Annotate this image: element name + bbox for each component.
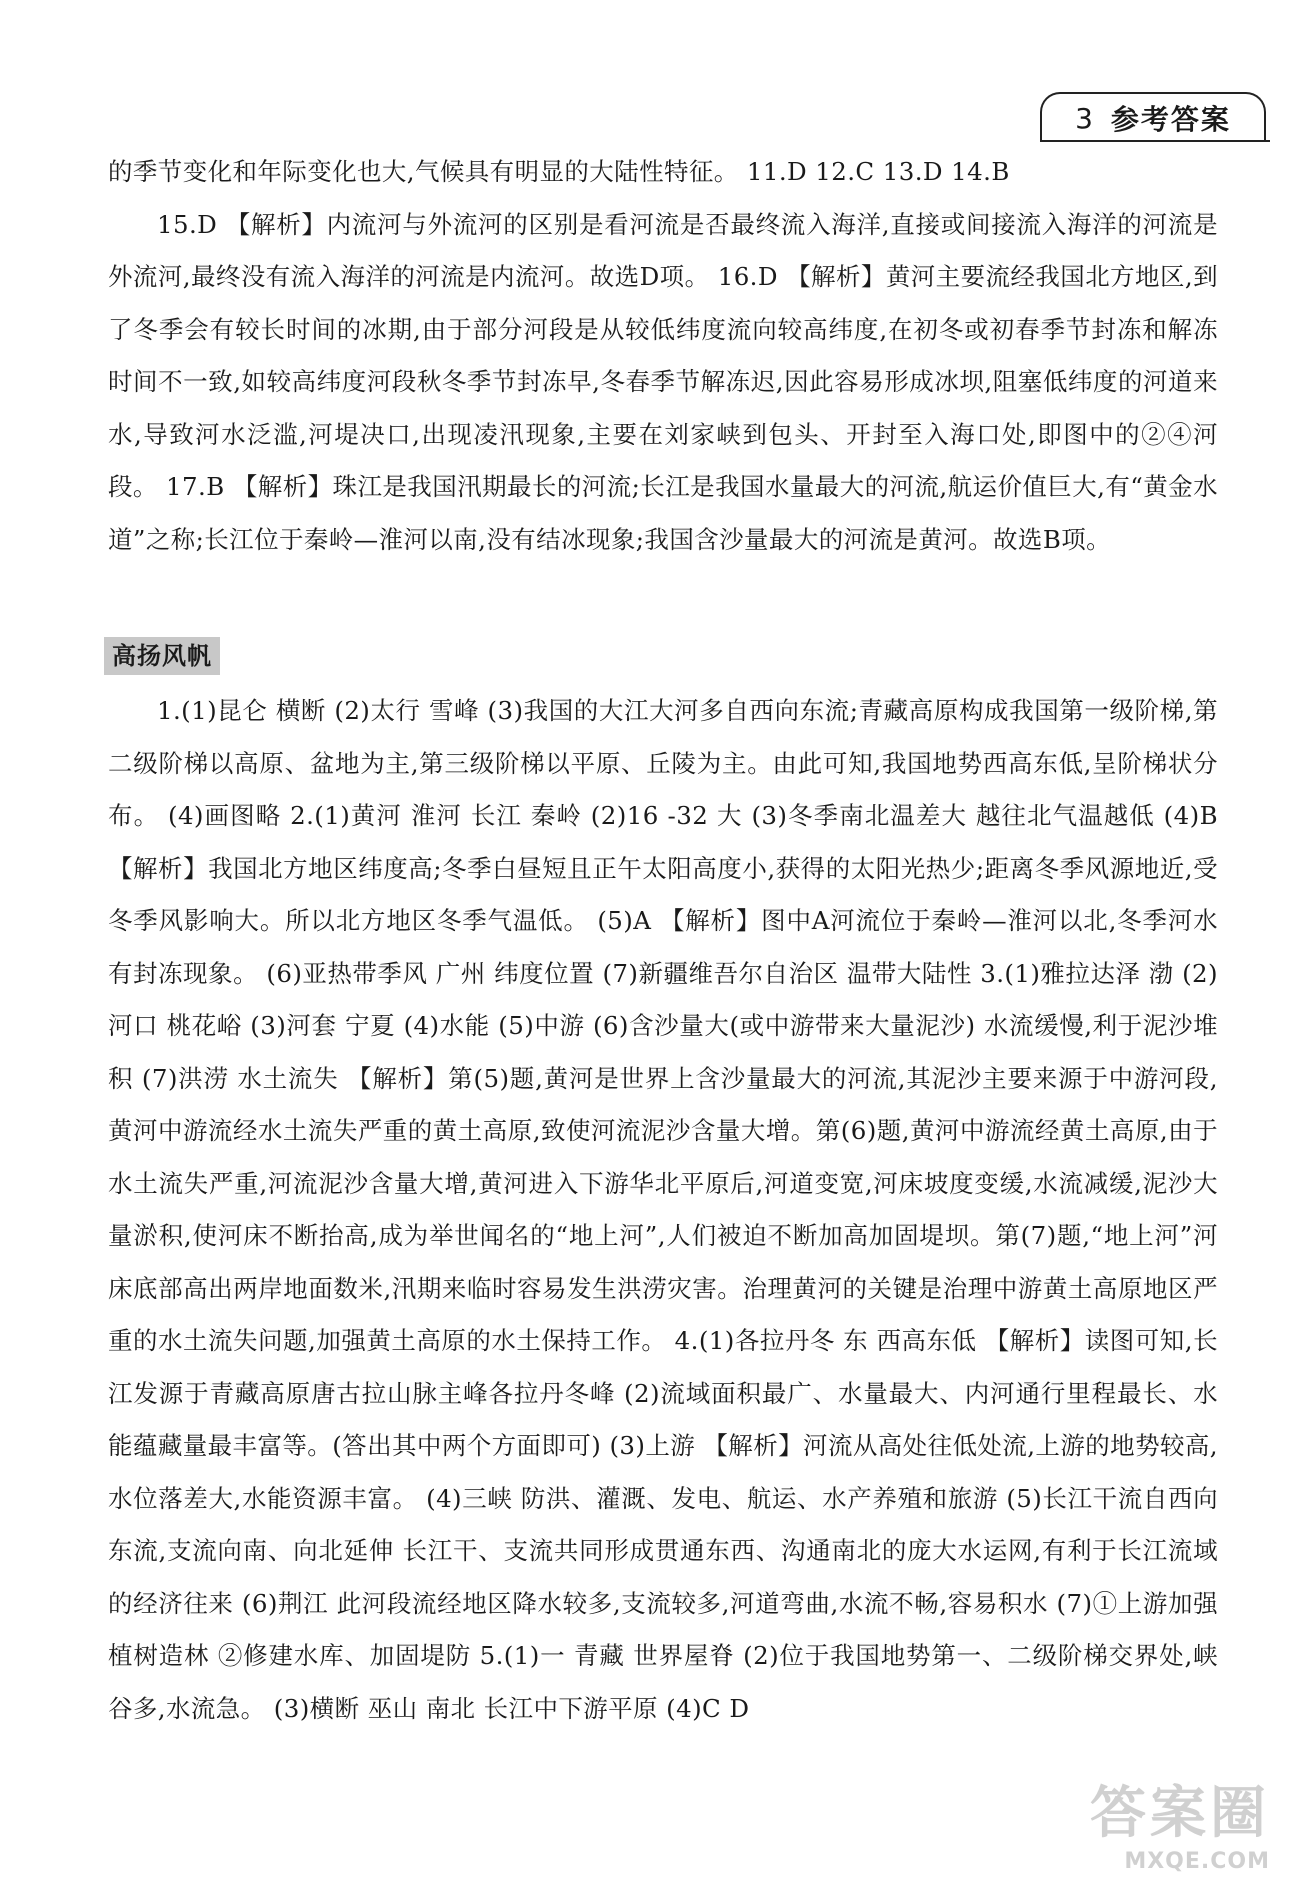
section-answers: 1.(1)昆仑 横断 (2)太行 雪峰 (3)我国的大江大河多自西向东流;青藏高原构成我国第一级阶梯,第二级阶梯以高原、盆地为主,第三级阶梯以平原、丘陵为主。由此可知,我国地势西高东低,呈阶梯状分布。 (4)画图略 2.(1)黄河 淮河 长江 秦岭 (2)16 -32 大 (3)冬季南北温差大 越往北气温越低 (4)B 【解析】我国北方地区纬度高;冬季白昼短且正午太阳高度小,获得的太阳光热少;距离冬季风源地近,受冬季风影响大。所以北方地区冬季气温低。 (5)A 【解析】图中A河流位于秦岭—淮河以北,冬季河水有封冻现象。 (6)亚热带季风 广州 纬度位置 (7)新疆维吾尔自治区 温带大陆性 3.(1)雅拉达泽 渤 (2)河口 桃花峪 (3)河套 宁夏 (4)水能 (5)中游 (6)含沙量大(或中游带来大量泥沙) 水流缓慢,利于泥沙堆积 (7)洪涝 水土流失 【解析】第(5)题,黄河是世界上含沙量最大的河流,其泥沙主要来源于中游河段,黄河中游流经水土流失严重的黄土高原,致使河流泥沙含量大增。第(6)题,黄河中游流经黄土高原,由于水土流失严重,河流泥沙含量大增,黄河进入下游华北平原后,河道变宽,河床坡度变缓,水流减缓,泥沙大量淤积,使河床不断抬高,成为举世闻名的“地上河”,人们被迫不断加高加固堤坝。第(7)题,“地上河”河床底部高出两岸地面数米,汛期来临时容易发生洪涝灾害。治理黄河的关键是治理中游黄土高原地区严重的水土流失问题,加强黄土高原的水土保持工作。 4.(1)各拉丹冬 东 西高东低 【解析】读图可知,长江发源于青藏高原唐古拉山脉主峰各拉丹冬峰 (2)流域面积最广、水量最大、内河通行里程最长、水能蕴藏量最丰富等。(答出其中两个方面即可) (3)上游 【解析】河流从高处往低处流,上游的地势较高,水位落差大,水能资源丰富。 (4)三峡 防洪、灌溉、发电、航运、水产养殖和旅游 (5)长江干流自西向东流,支流向南、向北延伸 长江干、支流共同形成贯通东西、沟通南北的庞大水运网,有利于长江流域的经济往来 (6)荆江 此河段流经地区降水较多,支流较多,河道弯曲,水流不畅,容易积水 (7)①上游加强植树造林 ②修建水库、加固堤防 5.(1)一 青藏 世界屋脊 (2)位于我国地势第一、二级阶梯交界处,峡谷多,水流急。 (3)横断 巫山 南北 长江中下游平原 (4)C D xyxy=(108,696,1218,1723)
watermark-logo: 答案圈 xyxy=(1090,1781,1270,1846)
answer-block-section xyxy=(108,685,1218,1735)
page-number: 3 xyxy=(1075,101,1093,135)
answer-paragraph-15-17: 15.D 【解析】内流河与外流河的区别是看河流是否最终流入海洋,直接或间接流入海洋的河流是外流河,最终没有流入海洋的河流是内流河。故选D项。 16.D 【解析】黄河主要流经我国北方地区,到了冬季会有较长时间的冰期,由于部分河段是从较低纬度流向较高纬度,在初冬或初春季节封冻和解冻时间不一致,如较高纬度河段秋冬季节封冻早,冬春季节解冻迟,因此容易形成冰坝,阻塞低纬度的河道来水,导致河水泛滥,河堤决口,出现凌汛现象,主要在刘家峡到包头、开封至入海口处,即图中的②④河段。 17.B 【解析】珠江是我国汛期最长的河流;长江是我国水量最大的河流,航运价值巨大,有“黄金水道”之称;长江位于秦岭—淮河以南,没有结冰现象;我国含沙量最大的河流是黄河。故选B项。 xyxy=(108,209,1218,554)
page-header-tab xyxy=(1040,92,1266,142)
watermark xyxy=(1090,1769,1270,1874)
header-title: 参考答案 xyxy=(1110,103,1231,136)
section-label: 高扬风帆 xyxy=(104,637,220,675)
continuation-line: 的季节变化和年际变化也大,气候具有明显的大陆性特征。 11.D 12.C 13.D 14.B xyxy=(108,157,1010,186)
answer-block-top xyxy=(108,146,1218,566)
header-rule xyxy=(1040,140,1270,142)
watermark-url: MXQE.COM xyxy=(1124,1849,1270,1874)
